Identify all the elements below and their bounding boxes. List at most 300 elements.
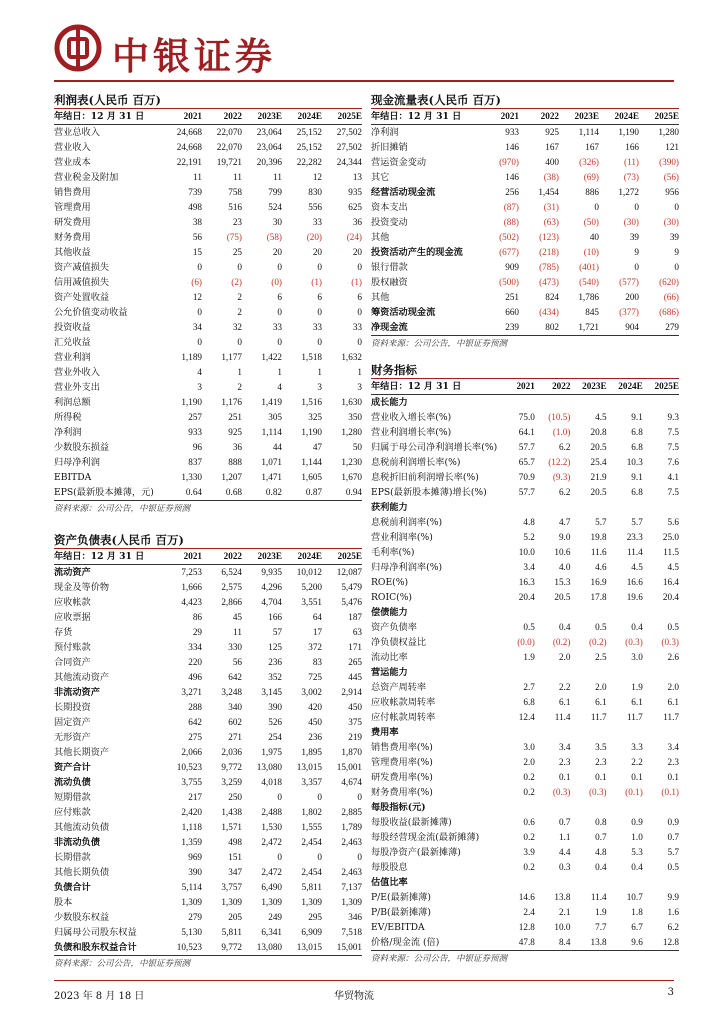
- balance-table: [54, 549, 362, 955]
- row-value: 2,454: [301, 867, 322, 877]
- row-value: 1,309: [261, 897, 282, 907]
- row-value: 5,476: [341, 597, 362, 607]
- row-value: 330: [228, 642, 242, 652]
- row-value: 6,341: [261, 927, 282, 937]
- year-header: 2022: [202, 109, 242, 125]
- row-value: (63): [543, 217, 559, 227]
- row-value: 220: [188, 657, 202, 667]
- row-value: [607, 875, 643, 890]
- row-value: (500): [499, 277, 519, 287]
- row-label: 财务费用: [54, 232, 91, 243]
- row-value: [643, 605, 679, 620]
- row-value: [497, 395, 535, 411]
- row-value: 1,144: [301, 457, 322, 467]
- row-label: 应收帐款: [54, 597, 91, 608]
- table-row: [54, 670, 362, 685]
- year-header: 2021: [497, 379, 535, 395]
- row-value: 2.5: [595, 652, 607, 662]
- row-value: [643, 665, 679, 680]
- row-value: 1,438: [221, 807, 242, 817]
- row-value: 1,632: [341, 352, 362, 362]
- row-value: 40: [589, 232, 599, 242]
- table-row: [371, 635, 679, 650]
- row-label: 营业利润增长率(%): [371, 427, 452, 438]
- row-value: 38: [192, 217, 202, 227]
- row-value: 352: [268, 672, 282, 682]
- balance-sheet-section: [54, 532, 362, 972]
- row-value: 12.4: [518, 712, 535, 722]
- row-value: 1.9: [631, 682, 643, 692]
- brand-name: 中银证券: [112, 35, 276, 78]
- ratios-source: 资料来源：公司公告，中银证券预测: [371, 950, 679, 967]
- row-value: 10,523: [176, 762, 202, 772]
- row-value: 12: [192, 292, 202, 302]
- row-value: 13,015: [296, 762, 322, 772]
- row-value: [607, 725, 643, 740]
- income-table: [54, 109, 362, 500]
- row-value: 1,518: [301, 352, 322, 362]
- row-label: 折旧摊销: [371, 142, 408, 153]
- row-label: 汇兑收益: [54, 337, 91, 348]
- table-row: [54, 305, 362, 320]
- row-label: ROIC(%): [371, 592, 413, 603]
- table-row: [371, 485, 679, 500]
- row-value: 0.82: [265, 487, 282, 497]
- row-value: 200: [625, 292, 639, 302]
- table-header-row: [371, 109, 679, 125]
- row-value: 3,551: [301, 597, 322, 607]
- row-label: 获利能力: [371, 502, 408, 513]
- row-label: 其它: [371, 172, 390, 183]
- row-value: 0.1: [558, 772, 571, 782]
- table-row: [54, 215, 362, 230]
- row-value: 400: [545, 157, 559, 167]
- row-value: 498: [188, 202, 202, 212]
- row-label: 筹资活动现金流: [371, 307, 436, 318]
- row-value: 0.4: [631, 622, 643, 632]
- row-value: 86: [192, 612, 202, 622]
- row-label: 归属母公司股东权益: [54, 927, 137, 938]
- row-value: 325: [308, 412, 322, 422]
- row-label: 公允价值变动收益: [54, 307, 128, 318]
- row-value: 2,463: [341, 837, 362, 847]
- row-value: 3.5: [595, 742, 607, 752]
- table-row: [54, 640, 362, 655]
- table-row: [371, 170, 679, 185]
- row-value: [607, 395, 643, 411]
- table-row: [54, 835, 362, 850]
- row-value: 6.7: [631, 922, 643, 932]
- row-value: 6.1: [558, 697, 571, 707]
- row-label: 银行借款: [371, 262, 408, 273]
- row-value: [607, 800, 643, 815]
- table-row: [371, 815, 679, 830]
- row-value: 14.6: [518, 892, 535, 902]
- row-value: 2: [237, 382, 242, 392]
- table-row: [371, 875, 679, 890]
- row-value: 9,772: [221, 762, 242, 772]
- row-value: 11: [193, 172, 202, 182]
- row-label: 研发费用率(%): [371, 772, 433, 783]
- row-value: 11: [233, 172, 242, 182]
- table-row: [54, 410, 362, 425]
- year-header: 2022: [202, 549, 242, 565]
- row-label: 每股净资产(最新摊薄): [371, 847, 461, 858]
- row-value: 1,786: [578, 292, 599, 302]
- row-value: 6.2: [558, 442, 571, 452]
- table-row: [371, 230, 679, 245]
- row-value: 0: [674, 202, 679, 212]
- row-value: 4.1: [667, 472, 679, 482]
- row-value: 13: [352, 172, 362, 182]
- row-label: EV/EBITDA: [371, 922, 425, 933]
- year-header: 2021: [475, 109, 519, 125]
- row-value: 125: [268, 642, 282, 652]
- row-value: (390): [659, 157, 679, 167]
- row-value: 12,087: [336, 567, 362, 577]
- table-row: [371, 155, 679, 170]
- row-value: 9: [634, 247, 639, 257]
- row-value: 420: [308, 702, 322, 712]
- row-value: 935: [348, 187, 362, 197]
- row-value: (58): [266, 232, 282, 242]
- row-value: 2,420: [181, 807, 202, 817]
- row-label: 营业税金及附加: [54, 172, 119, 183]
- table-row: [371, 650, 679, 665]
- row-value: 1: [357, 367, 362, 377]
- row-value: 526: [268, 717, 282, 727]
- row-value: 167: [545, 142, 559, 152]
- row-value: 0: [634, 202, 639, 212]
- row-value: 375: [348, 717, 362, 727]
- row-label: 短期借款: [54, 792, 91, 803]
- row-value: 1,802: [301, 807, 322, 817]
- row-value: 250: [228, 792, 242, 802]
- table-row: [54, 125, 362, 141]
- income-title: 利润表(人民币 百万): [54, 92, 362, 109]
- row-value: 0: [197, 262, 202, 272]
- row-value: 1,118: [181, 822, 202, 832]
- row-value: 516: [228, 202, 242, 212]
- row-value: 20.5: [590, 487, 607, 497]
- row-value: (9.3): [552, 472, 571, 482]
- row-label: 所得税: [54, 412, 82, 423]
- row-value: (0.3): [661, 637, 679, 647]
- row-label: 成长能力: [371, 397, 408, 408]
- row-value: 13,080: [256, 762, 282, 772]
- row-value: 0: [594, 202, 599, 212]
- row-value: 837: [188, 457, 202, 467]
- row-value: (677): [499, 247, 519, 257]
- table-row: [54, 380, 362, 395]
- row-value: 1,230: [341, 457, 362, 467]
- row-value: 5.7: [595, 517, 607, 527]
- row-value: 10.3: [626, 457, 643, 467]
- row-value: 3,145: [261, 687, 282, 697]
- row-value: 3,248: [221, 687, 242, 697]
- table-row: [54, 685, 362, 700]
- row-value: 5.6: [667, 517, 679, 527]
- row-value: 925: [228, 427, 242, 437]
- row-value: 295: [308, 912, 322, 922]
- row-value: 25,152: [296, 142, 322, 152]
- row-label: 净负债权益比: [371, 637, 427, 648]
- row-value: [535, 500, 571, 515]
- row-label: 应收帐款周转率: [371, 697, 436, 708]
- row-value: 1,471: [261, 472, 282, 482]
- row-value: 0.5: [523, 622, 535, 632]
- row-value: 642: [228, 672, 242, 682]
- row-value: 57: [272, 627, 282, 637]
- table-row: [54, 730, 362, 745]
- row-value: 0.4: [558, 622, 571, 632]
- row-value: 20.4: [662, 592, 679, 602]
- row-value: (75): [226, 232, 242, 242]
- row-value: 1,190: [181, 397, 202, 407]
- row-value: 19.8: [590, 532, 607, 542]
- row-value: 2,472: [261, 837, 282, 847]
- table-row: [371, 905, 679, 920]
- table-row: [54, 655, 362, 670]
- row-value: 3.4: [667, 742, 679, 752]
- row-value: 0.1: [667, 772, 679, 782]
- row-value: (10): [583, 247, 599, 257]
- row-value: [535, 875, 571, 890]
- table-row: [371, 185, 679, 200]
- row-value: 5,479: [341, 582, 362, 592]
- row-value: 271: [228, 732, 242, 742]
- table-row: [54, 940, 362, 955]
- row-value: 3.0: [631, 652, 643, 662]
- row-value: 25: [232, 247, 242, 257]
- row-value: 3.4: [523, 562, 535, 572]
- row-value: 33: [312, 217, 322, 227]
- row-value: 11.4: [627, 547, 643, 557]
- row-value: 498: [228, 837, 242, 847]
- row-value: 346: [348, 912, 362, 922]
- row-value: (1): [311, 277, 322, 287]
- row-label: 合同资产: [54, 657, 91, 668]
- row-value: 11.7: [663, 712, 679, 722]
- table-row: [371, 800, 679, 815]
- page-footer: [54, 980, 674, 1001]
- row-value: 279: [188, 912, 202, 922]
- year-header: 2022: [519, 109, 559, 125]
- row-value: 1,309: [341, 897, 362, 907]
- row-value: 2.0: [523, 757, 535, 767]
- row-value: 2,488: [261, 807, 282, 817]
- row-value: 6.8: [631, 427, 643, 437]
- row-value: 7.5: [667, 442, 679, 452]
- row-label: 管理费用: [54, 202, 91, 213]
- row-value: 0.1: [631, 772, 643, 782]
- row-value: 0.4: [595, 862, 607, 872]
- table-row: [371, 680, 679, 695]
- row-value: 20.5: [590, 442, 607, 452]
- row-value: 0: [237, 262, 242, 272]
- row-value: 30: [272, 217, 282, 227]
- row-value: 1,207: [221, 472, 242, 482]
- row-value: 15: [192, 247, 202, 257]
- row-value: [497, 800, 535, 815]
- row-value: (0.1): [625, 787, 643, 797]
- year-header: 2022: [535, 379, 571, 395]
- row-value: 6.2: [558, 487, 571, 497]
- row-value: 9.3: [667, 412, 679, 422]
- row-value: 17: [312, 627, 322, 637]
- table-row: [371, 560, 679, 575]
- row-label: 其他: [371, 292, 390, 303]
- table-row: [371, 305, 679, 320]
- table-row: [54, 580, 362, 595]
- row-value: 33: [312, 322, 322, 332]
- table-row: [371, 890, 679, 905]
- row-value: (12.2): [548, 457, 571, 467]
- row-value: 70.9: [518, 472, 535, 482]
- row-label: 固定资产: [54, 717, 91, 728]
- row-value: 0.64: [185, 487, 202, 497]
- year-header: 2025E: [643, 379, 679, 395]
- row-label: 营业成本: [54, 157, 91, 168]
- table-row: [371, 935, 679, 950]
- year-header: 2024E: [599, 109, 639, 125]
- row-value: 0.7: [558, 817, 571, 827]
- row-label: P/E(最新摊薄): [371, 892, 431, 903]
- row-value: 372: [308, 642, 322, 652]
- row-value: 3: [357, 382, 362, 392]
- row-value: 65.7: [518, 457, 535, 467]
- row-value: 20.5: [554, 592, 571, 602]
- row-value: (502): [499, 232, 519, 242]
- row-value: 33: [352, 322, 362, 332]
- row-label: 息税折旧前利润增长率(%): [371, 472, 479, 483]
- row-value: 1,189: [181, 352, 202, 362]
- row-label: 营业利润率(%): [371, 532, 433, 543]
- row-value: (56): [663, 172, 679, 182]
- row-value: 1,555: [301, 822, 322, 832]
- row-value: 5.7: [667, 847, 679, 857]
- row-value: 0: [634, 262, 639, 272]
- row-value: 6: [357, 292, 362, 302]
- row-value: 2.2: [558, 682, 571, 692]
- row-value: (0.2): [589, 637, 607, 647]
- row-label: 资产减值损失: [54, 262, 110, 273]
- row-label: 归母净利润: [54, 457, 100, 468]
- row-value: 6.8: [631, 487, 643, 497]
- table-row: [54, 230, 362, 245]
- row-value: 56: [232, 657, 242, 667]
- row-value: 0.1: [595, 772, 607, 782]
- row-value: (0.3): [589, 787, 607, 797]
- row-value: 1,330: [181, 472, 202, 482]
- row-value: 57.7: [518, 442, 535, 452]
- row-value: 3,357: [301, 777, 322, 787]
- table-row: [371, 470, 679, 485]
- table-row: [54, 470, 362, 485]
- cash-flow-section: [371, 92, 679, 352]
- row-label: 每股收益(最新摊薄): [371, 817, 452, 828]
- row-value: 205: [228, 912, 242, 922]
- row-value: 1,666: [181, 582, 202, 592]
- row-value: [570, 395, 606, 411]
- row-label: 毛利率(%): [371, 547, 415, 558]
- table-row: [371, 920, 679, 935]
- row-value: (577): [619, 277, 639, 287]
- row-value: 4.5: [595, 412, 607, 422]
- row-value: 11: [273, 172, 282, 182]
- fiscal-year-end-label: 年结日：12 月 31 日: [371, 379, 497, 395]
- row-value: 642: [188, 717, 202, 727]
- row-value: (326): [579, 157, 599, 167]
- table-row: [54, 290, 362, 305]
- table-row: [54, 760, 362, 775]
- row-value: 0.9: [667, 817, 679, 827]
- row-value: 1.1: [558, 832, 571, 842]
- table-row: [371, 140, 679, 155]
- row-label: 长期借款: [54, 852, 91, 863]
- row-value: 0.6: [523, 817, 535, 827]
- row-value: 0.94: [345, 487, 362, 497]
- year-header: 2024E: [282, 549, 322, 565]
- row-value: [607, 665, 643, 680]
- table-row: [371, 200, 679, 215]
- row-value: 0: [317, 262, 322, 272]
- row-value: 1,630: [341, 397, 362, 407]
- row-value: 0.7: [595, 832, 607, 842]
- row-value: 0.2: [523, 862, 535, 872]
- row-label: 长期投资: [54, 702, 91, 713]
- row-value: [643, 725, 679, 740]
- table-row: [54, 440, 362, 455]
- row-value: 556: [308, 202, 322, 212]
- table-row: [371, 845, 679, 860]
- row-value: 236: [308, 732, 322, 742]
- row-value: 0: [317, 852, 322, 862]
- row-value: (1): [351, 277, 362, 287]
- row-value: 1: [277, 367, 282, 377]
- table-row: [54, 140, 362, 155]
- row-label: 现金及等价物: [54, 582, 110, 593]
- row-label: 少数股东权益: [54, 912, 110, 923]
- row-value: (30): [663, 217, 679, 227]
- row-value: 7.6: [667, 457, 679, 467]
- row-value: 239: [505, 322, 519, 332]
- row-value: 20.8: [590, 427, 607, 437]
- row-label: 估值比率: [371, 877, 408, 888]
- row-value: (73): [623, 172, 639, 182]
- row-value: 3.4: [558, 742, 571, 752]
- table-header-row: [54, 109, 362, 125]
- table-row: [371, 275, 679, 290]
- row-value: 1,190: [618, 127, 639, 137]
- row-value: 6: [277, 292, 282, 302]
- income-source: 资料来源：公司公告，中银证券预测: [54, 500, 362, 517]
- row-value: 1,789: [341, 822, 362, 832]
- row-value: [535, 395, 571, 411]
- row-value: [570, 665, 606, 680]
- row-value: 824: [545, 292, 559, 302]
- row-value: 146: [505, 142, 519, 152]
- row-value: 20,396: [256, 157, 282, 167]
- row-value: 11.5: [663, 547, 679, 557]
- year-header: 2025E: [322, 109, 362, 125]
- row-value: (0): [271, 277, 282, 287]
- year-header: 2024E: [282, 109, 322, 125]
- row-value: [643, 800, 679, 815]
- table-row: [54, 275, 362, 290]
- row-value: (38): [543, 172, 559, 182]
- table-row: [54, 455, 362, 470]
